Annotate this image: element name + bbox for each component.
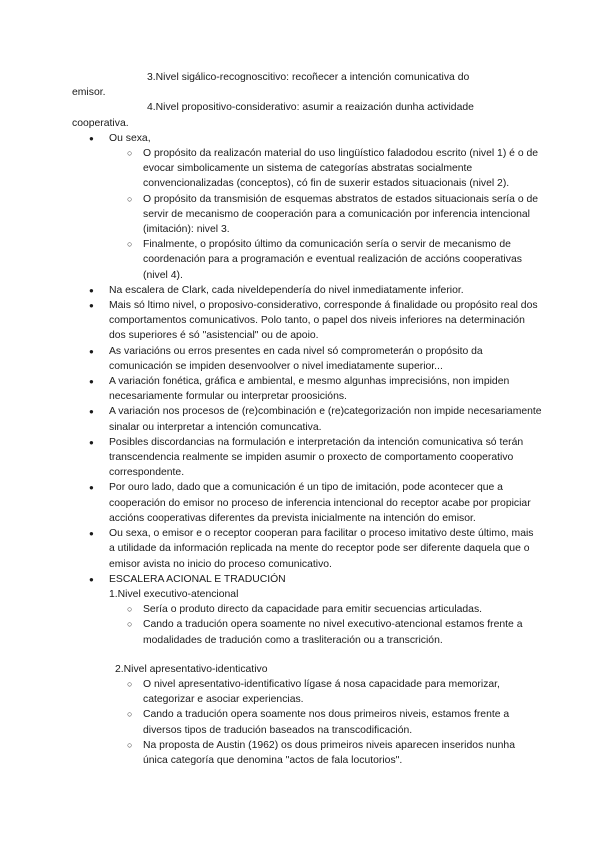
sub-bullet-purpose-1: ○ O propósito da realizacón material do uso lingüístico faladodou escrito (nivel 1) é o de evocar simbolicamente un sistema de categorías abstratas socialmente convencionalizadas (conceptos), có fin de suxerir estados situacionais (nivel 2). xyxy=(72,146,542,192)
sub-list-container xyxy=(72,146,542,283)
section-heading-executivo: 1.Nivel executivo-atencional xyxy=(109,588,239,600)
paragraph-level-3-tail: emisor. xyxy=(72,87,106,99)
section-heading-apresentativo: 2.Nivel apresentativo-identicativo xyxy=(115,663,268,675)
executivo-sub-2: ○ Cando a tradución opera soamente no nivel executivo-atencional estamos frente a modalidades de tradución como a trasliteración ou a transcrición. xyxy=(72,617,542,647)
executivo-sub-1: ○ Sería o produto directo da capacidade para emitir secuencias articuladas. xyxy=(72,602,542,617)
bullet-fonetica: ● A variación fonética, gráfica e ambiental, e mesmo algunhas imprecisións, non impiden necesariamente formular ou interpretar proosicións. xyxy=(72,374,542,404)
paragraph-level-3 xyxy=(72,70,542,100)
executivo-sub-list xyxy=(72,602,542,648)
paragraph-level-3-text: 3.Nivel sigálico-recognoscitivo: recoñecer a intención comunicativa do xyxy=(147,72,470,83)
bullet-escalera: ● ESCALERA ACIONAL E TRADUCIÓN xyxy=(72,572,542,587)
paragraph-level-4-tail: cooperativa. xyxy=(72,117,129,129)
sub-bullet-purpose-3: ○ Finalmente, o propósito último da comunicación sería o servir de mecanismo de coordenación para a programación e eventual realización de accións cooperativas (nivel 4). xyxy=(72,237,542,283)
document-body xyxy=(72,70,542,768)
paragraph-level-4-text: 4.Nivel propositivo-considerativo: asumir a reaización dunha actividade xyxy=(147,102,474,114)
apresentativo-sub-2: ○ Cando a tradución opera soamente nos dous primeiros niveis, estamos frente a diversos tipos de tradución baseados na transcodificación. xyxy=(72,707,542,737)
bullet-cooperan: ● Ou sexa, o emisor e o receptor cooperan para facilitar o proceso imitativo deste último, mais a utilidade da información replicada na mente do receptor pode ser diferente daquela que o emisor avista no inicio do proceso comunicativo. xyxy=(72,526,542,572)
sub-bullet-purpose-2: ○ O propósito da transmisión de esquemas abstratos de estados situacionais sería o de servir de mecanismo de cooperación para a comunicación por inferencia intencional (imitación): nivel 3. xyxy=(72,192,542,238)
bullet-ou-sexa: ● Ou sexa, xyxy=(72,131,542,146)
paragraph-level-4 xyxy=(72,100,542,130)
bullet-ultimo-nivel: ● Mais só ltimo nivel, o proposivo-considerativo, corresponde á finalidade ou propósito real dos comportamentos comunicativos. Polo tanto, o papel dos niveis inferiores na determinación dos superiores é só "asistencial" ou de apoio. xyxy=(72,298,542,344)
bullet-imitacion: ● Por ouro lado, dado que a comunicación é un tipo de imitación, pode acontecer que a cooperación do emisor no proceso de inferencia intencional do receptor acabe por propiciar accións cooperativas diferentes da prevista inicialmente na intención do emisor. xyxy=(72,480,542,526)
bullet-variacions: ● As variacións ou erros presentes en cada nivel só comprometerán o propósito da comunicación se impiden desenvoolver o nivel imediatamente superior... xyxy=(72,344,542,374)
bullet-procesos: ● A variación nos procesos de (re)combinación e (re)categorización non impide necesariamente sinalar ou interpretar a intención comuncativa. xyxy=(72,404,542,434)
bullet-discordancias: ● Posibles discordancias na formulación e interpretación da intención comunicativa só terán transcendencia realmente se impiden asumir o proxecto de comportamento cooperativo correspondente. xyxy=(72,435,542,481)
sub-bullet-list xyxy=(72,146,542,283)
apresentativo-sub-1: ○ O nivel apresentativo-identificativo lígase á nosa capacidade para memorizar, categorizar e asociar experiencias. xyxy=(72,677,542,707)
main-bullet-list xyxy=(72,131,542,587)
bullet-clark: ● Na escalera de Clark, cada niveldependería do nivel inmediatamente inferior. xyxy=(72,283,542,298)
apresentativo-sub-3: ○ Na proposta de Austin (1962) os dous primeiros niveis aparecen inseridos nunha única categoría que denomina "actos de fala locutorios". xyxy=(72,738,542,768)
spacer xyxy=(72,648,542,662)
apresentativo-sub-list xyxy=(72,677,542,768)
